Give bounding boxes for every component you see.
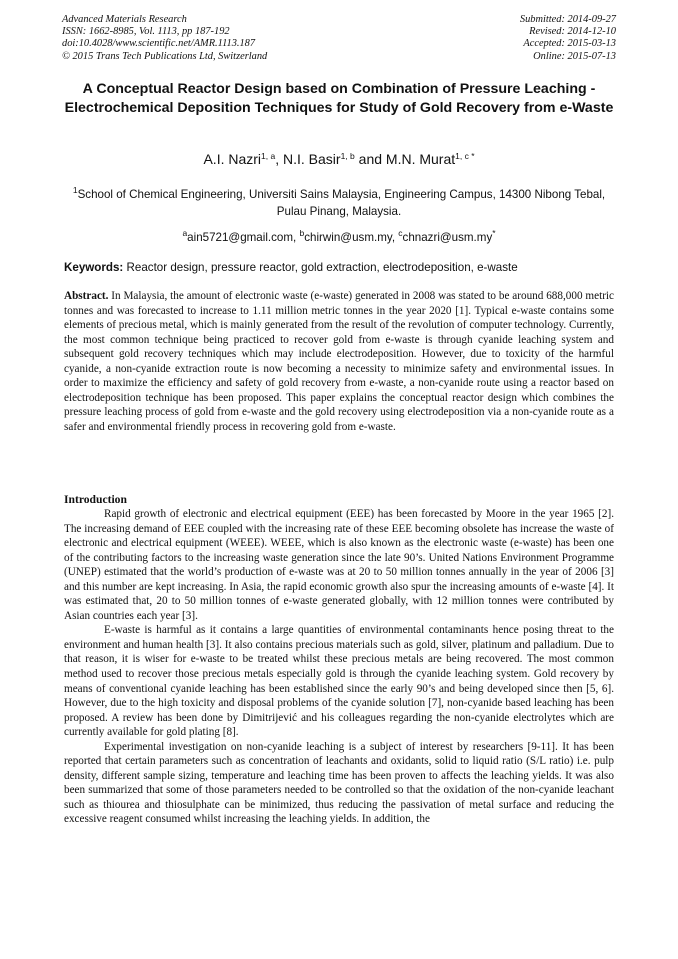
author-affiliation-marker: 1, b	[340, 151, 355, 161]
email-link[interactable]: chnazri@usm.my	[402, 231, 493, 244]
author-list	[60, 151, 618, 167]
introduction-body	[64, 507, 614, 827]
submission-dates	[520, 14, 616, 63]
journal-doi: doi:10.4028/www.scientific.net/AMR.1113.187	[62, 38, 256, 50]
author-affiliation-marker: 1, a	[261, 151, 276, 161]
section-heading-introduction: Introduction	[64, 493, 127, 506]
date-revised: Revised: 2014-12-10	[529, 26, 616, 38]
journal-info	[62, 14, 267, 63]
email-link[interactable]: chirwin@usm.my	[304, 231, 392, 244]
date-online: Online: 2015-07-13	[533, 50, 616, 62]
author-affiliation-marker: 1, c *	[455, 151, 475, 161]
email-separator: ,	[293, 231, 300, 244]
introduction-paragraph: E-waste is harmful as it contains a large quantities of environmental contaminants hence posing threat to the environment and human health [3]. It also contains precious materials such as gold, silver, platinum and palladium. Due to that reason, it is wiser for e-waste to be treated whilst these precious metals are being recovered. The most common method used to recover those precious metals especially gold is through the cyanide leaching system. Gold recovery by means of conventional cyanide leaching has been established since the early 90’s and being developed since then [5, 6]. However, due to the high toxicity and disposal problems of the cyanide solution [7], non-cyanide based leaching has been proposed. A review has been done by Dimitrijević and his colleagues regarding the non-cyanide electrolytes which are currently available for gold plating [8].	[64, 624, 614, 739]
abstract	[64, 289, 614, 434]
journal-copyright: © 2015 Trans Tech Publications Ltd, Switzerland	[62, 50, 268, 62]
author-separator: and	[354, 151, 386, 167]
email-marker: a	[182, 228, 188, 238]
email-marker: c	[398, 228, 403, 238]
paper-title: A Conceptual Reactor Design based on Combination of Pressure Leaching - Electrochemical Deposition Techniques for Study of Gold Recovery from e-Waste	[64, 81, 614, 117]
author-separator: ,	[275, 151, 284, 167]
journal-issn: ISSN: 1662-8985, Vol. 1113, pp 187-192	[62, 26, 230, 38]
affiliation-marker: 1	[72, 185, 78, 195]
keywords-label: Keywords:	[64, 261, 124, 274]
introduction-paragraph: Rapid growth of electronic and electrical equipment (EEE) has been forecasted by Moore in the year 1965 [2]. The increasing demand of EEE coupled with the increasing rate of these EEE becoming obsolete has increase the waste of electronic and electrical equipment (WEEE). WEEE, which is also known as the electronic waste (e-waste) has been one of the contributing factors to the increasing waste generation since the late 90’s. United Nations Environment Programme (UNEP) estimated that the world’s production of e-waste was at 20 to 50 million tonnes annually in the year of 2006 [3] and this number are kept increasing. In Asia, the rapid economic growth also spur the increasing amounts of e-waste [4]. It was estimated that, 20 to 50 million tonnes of e-waste generated globally, with 12 million tonnes were contributed by Asian countries each year [3].	[64, 508, 614, 622]
keywords	[64, 261, 616, 274]
abstract-text: In Malaysia, the amount of electronic waste (e-waste) generated in 2008 was stated to be around 688,000 metric tonnes and was forecasted to increase to 1.11 million metric tonnes in the year 2020 [1]. Typical e-waste contains some elements of precious metal, which is mainly generated from the result of the revolution of computer technology. Currently, the most common technique being practiced to recover gold from e-waste is through cyanide leaching system and subsequent gold recovery techniques which may include electrodeposition. However, due to toxicity of the harmful cyanide, a non-cyanide extraction route is now becoming a necessity to minimize safety and environmental issues. In order to maximize the efficiency and safety of gold recovery from e-waste, a non-cyanide route using a reactor based on electrodeposition technique has been proposed. This paper explains the conceptual reactor design which combines the pressure leaching process of gold from e-waste and the gold recovery using electrodeposition via a non-cyanide route as a safer and environmental friendly process in recovering gold from e-waste.	[64, 290, 614, 433]
author-name: A.I. Nazri	[203, 151, 262, 167]
keywords-text: Reactor design, pressure reactor, gold extraction, electrodeposition, e-waste	[126, 261, 518, 274]
author-emails	[60, 228, 618, 244]
date-accepted: Accepted: 2015-03-13	[523, 38, 616, 50]
date-submitted: Submitted: 2014-09-27	[519, 14, 616, 25]
journal-name: Advanced Materials Research	[62, 14, 187, 25]
introduction-paragraph: Experimental investigation on non-cyanide leaching is a subject of interest by researchers [9-11]. It has been reported that certain parameters such as concentration of leachants and oxidants, solid to liquid ratio (S/L ratio) i.e. pulp density, different sample sizing, temperature and leaching time has been proven to affects the leaching yields. It was also been summarized that some of those parameters needed to be controlled so that the oxidation of the non-cyanide leachant such as thiourea and thiosulphate can be minimized, thus reducing the passivation of metal surface and reducing the excessive reagent consumed whilst increasing the leaching yields. In addition, the	[64, 740, 614, 826]
email-separator: ,	[391, 231, 399, 244]
author-name: N.I. Basir	[283, 151, 341, 167]
affiliation	[60, 186, 618, 220]
corresponding-author-marker: *	[492, 228, 496, 238]
email-marker: b	[299, 228, 305, 238]
abstract-label: Abstract.	[64, 290, 109, 302]
affiliation-text: School of Chemical Engineering, Universiti Sains Malaysia, Engineering Campus, 14300 Nibong Tebal, Pulau Pinang, Malaysia.	[77, 188, 606, 218]
email-link[interactable]: ain5721@gmail.com	[187, 231, 294, 244]
author-name: M.N. Murat	[385, 151, 456, 167]
